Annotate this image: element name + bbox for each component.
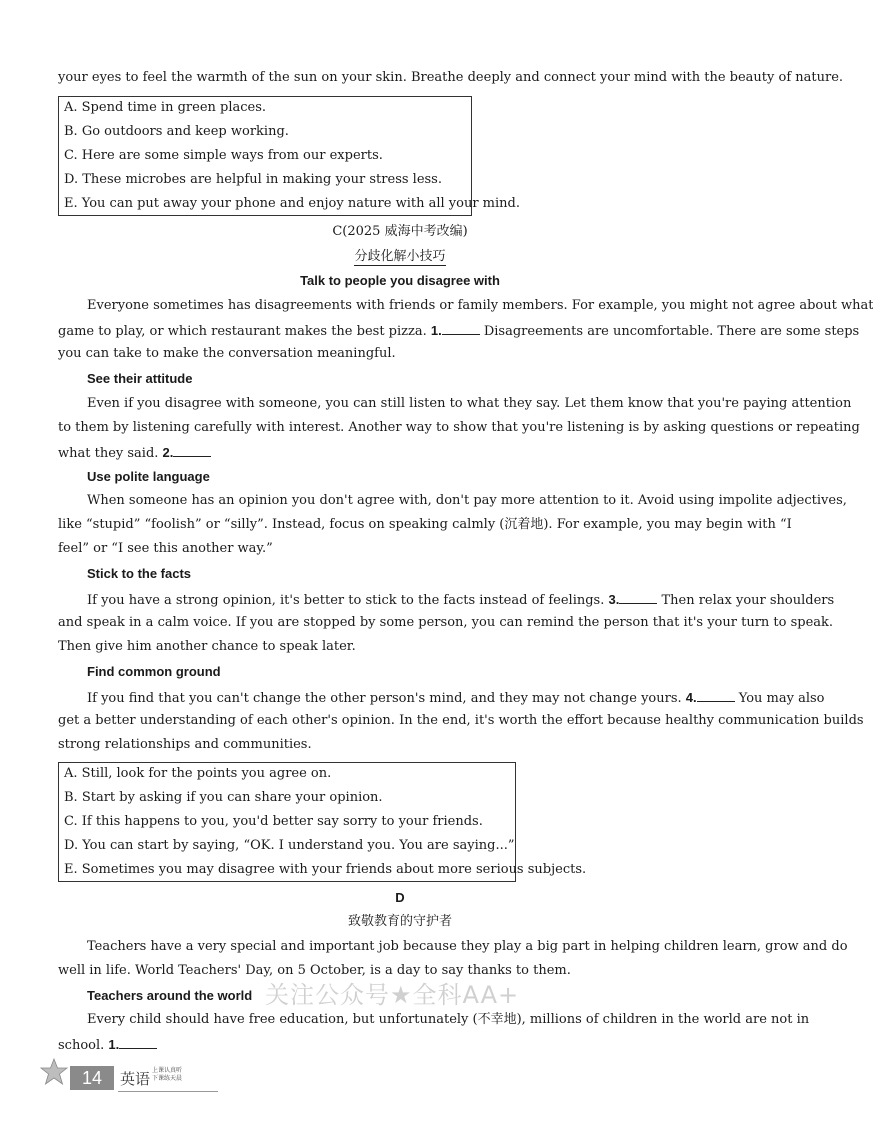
question-1-number: 1. [430, 323, 442, 338]
paragraph-line: Then give him another chance to speak later. [58, 639, 356, 654]
page-footer [40, 1058, 190, 1098]
section-c-label: C(2025 威海中考改编) [332, 224, 468, 239]
answer-blank-3[interactable] [619, 591, 657, 604]
paragraph-line: If you find that you can't change the other person's mind, and they may not change yours. 4. You may also [87, 690, 825, 706]
subheading-find-common-ground: Find common ground [87, 664, 221, 679]
question-4-number: 4. [685, 690, 697, 705]
subheading-use-polite-language: Use polite language [87, 469, 210, 484]
paragraph-line: to them by listening carefully with interest. Another way to show that you're listening is by asking questions or repeating [58, 420, 860, 435]
answer-blank-2[interactable] [173, 444, 211, 457]
option-c: C. If this happens to you, you'd better say sorry to your friends. [64, 814, 483, 829]
footer-divider [118, 1091, 218, 1092]
paragraph-line: like “stupid” “foolish” or “silly”. Instead, focus on speaking calmly (沉着地). For example, you may begin with “I [58, 517, 792, 532]
star-badge-icon [40, 1058, 68, 1086]
option-c: C. Here are some simple ways from our experts. [64, 148, 383, 163]
paragraph-line: feel” or “I see this another way.” [58, 541, 273, 556]
section-d-label: D [395, 890, 405, 905]
paragraph-line: Every child should have free education, but unfortunately (不幸地), millions of children in the world are not in [87, 1012, 810, 1027]
paragraph-line: get a better understanding of each other's opinion. In the end, it's worth the effort because healthy communication builds [58, 713, 864, 728]
option-b: B. Go outdoors and keep working. [64, 124, 289, 139]
answer-blank-1[interactable] [442, 322, 480, 335]
paragraph-line: Even if you disagree with someone, you can still listen to what they say. Let them know that you're paying attention [87, 396, 852, 411]
question-d1-number: 1. [108, 1037, 120, 1052]
paragraph-line: you can take to make the conversation meaningful. [58, 346, 396, 361]
intro-line: your eyes to feel the warmth of the sun on your skin. Breathe deeply and connect your mind with the beauty of nature. [58, 70, 844, 85]
options-box-c [58, 762, 587, 882]
section-c-title: Talk to people you disagree with [300, 273, 500, 288]
option-e: E. You can put away your phone and enjoy nature with all your mind. [64, 196, 520, 211]
paragraph-line: Teachers have a very special and important job because they play a big part in helping children learn, grow and do [87, 939, 848, 954]
answer-blank-d1[interactable] [119, 1036, 157, 1049]
paragraph-line: what they said. 2. [58, 444, 211, 462]
section-c-cn-title: 分歧化解小技巧 [354, 249, 446, 264]
page-number: 14 [70, 1066, 114, 1090]
option-e: E. Sometimes you may disagree with your friends about more serious subjects. [64, 862, 587, 877]
option-a: A. Still, look for the points you agree on. [64, 766, 332, 781]
subheading-see-their-attitude: See their attitude [87, 371, 193, 386]
paragraph-line: strong relationships and communities. [58, 737, 312, 752]
paragraph-line: When someone has an opinion you don't agree with, don't pay more attention to it. Avoid using impolite adjectives, [87, 493, 847, 508]
paragraph-line: and speak in a calm voice. If you are stopped by some person, you can remind the person that it's your turn to speak. [58, 615, 834, 630]
question-3-number: 3. [608, 592, 620, 607]
question-2-number: 2. [162, 445, 174, 460]
paragraph-line: game to play, or which restaurant makes the best pizza. 1. Disagreements are uncomfortable. There are some steps [58, 323, 860, 339]
paragraph-line: If you have a strong opinion, it's better to stick to the facts instead of feelings. 3. Then relax your shoulders [87, 592, 835, 608]
subheading-stick-to-the-facts: Stick to the facts [87, 566, 192, 581]
watermark-text: 关注公众号★全科AA+ [265, 981, 520, 1009]
section-d-cn-title: 致敬教育的守护者 [347, 914, 452, 929]
options-box-b [58, 96, 520, 216]
subject-label: 英语 [120, 1070, 151, 1088]
option-a: A. Spend time in green places. [64, 100, 267, 115]
option-b: B. Start by asking if you can share your opinion. [64, 790, 383, 805]
option-d: D. You can start by saying, “OK. I understand you. You are saying...” [64, 838, 515, 853]
paragraph-line: Everyone sometimes has disagreements with friends or family members. For example, you might not agree about what [87, 298, 873, 313]
footer-slogan: 上课认真听 下课练天晨 [152, 1067, 183, 1082]
paragraph-line: well in life. World Teachers' Day, on 5 October, is a day to say thanks to them. [58, 963, 571, 978]
answer-blank-4[interactable] [697, 689, 735, 702]
option-d: D. These microbes are helpful in making your stress less. [64, 172, 442, 187]
paragraph-line: school. 1. [58, 1036, 157, 1054]
subheading-teachers-around-the-world: Teachers around the world [87, 988, 253, 1003]
